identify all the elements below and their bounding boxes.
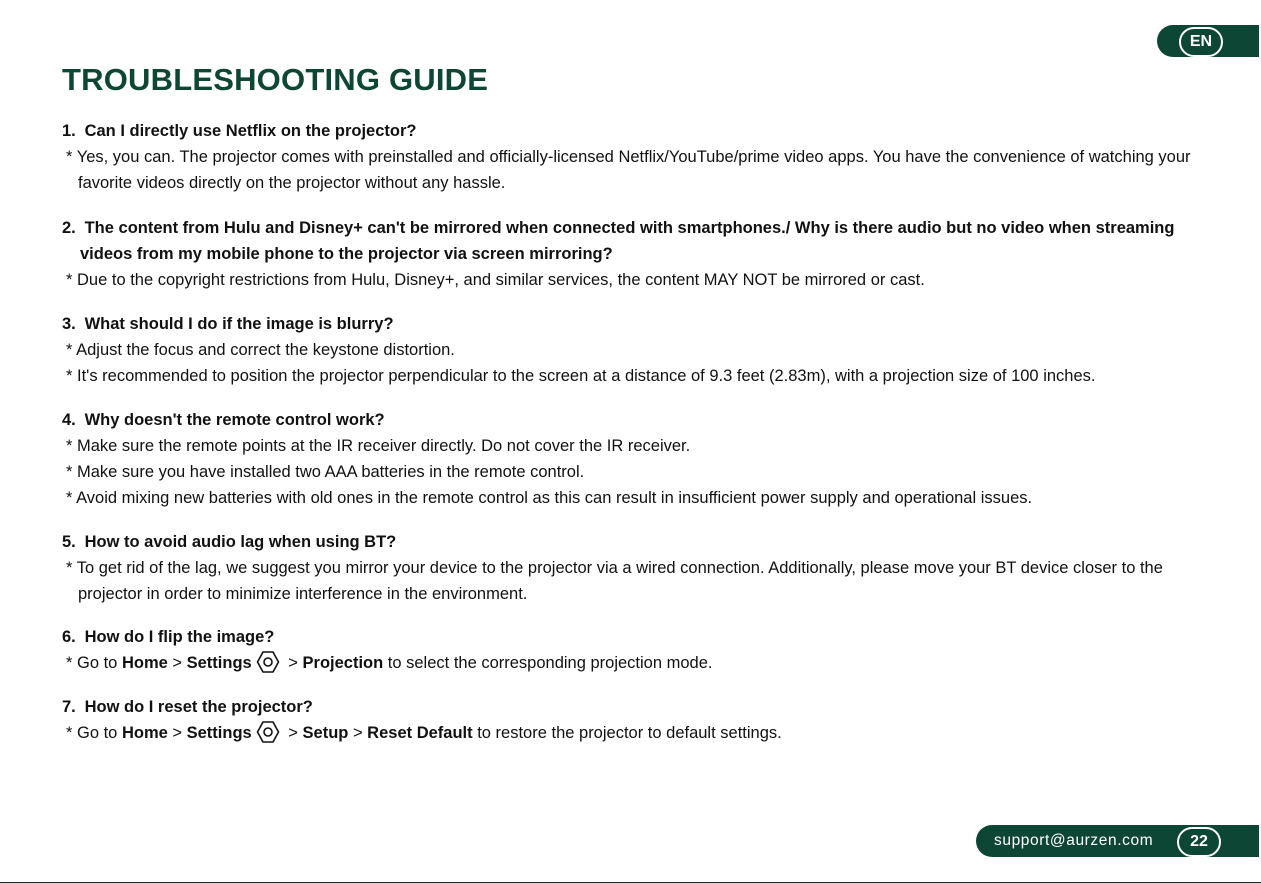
faq-answer: * Make sure you have installed two AAA batteries in the remote control. <box>66 463 585 481</box>
faq-number: 5. <box>62 533 76 551</box>
answer-suffix: to restore the projector to default settings. <box>472 724 782 742</box>
faq-question-text: Why doesn't the remote control work? <box>84 411 385 429</box>
faq-question-text: How to avoid audio lag when using BT? <box>84 533 397 551</box>
language-tab <box>1157 25 1259 57</box>
path-separator: > <box>167 654 187 672</box>
faq-question-text: How do I reset the projector? <box>84 698 313 716</box>
faq-question <box>62 529 1222 555</box>
faq-question <box>62 407 1222 433</box>
faq-question-text: How do I flip the image? <box>84 628 275 646</box>
answer-suffix: to select the corresponding projection mode. <box>383 654 713 672</box>
faq-question <box>62 215 1222 267</box>
language-badge: EN <box>1179 27 1223 57</box>
faq-answer <box>62 720 1222 746</box>
faq-question-text: Can I directly use Netflix on the projector? <box>84 122 417 140</box>
faq-number: 1. <box>62 122 76 140</box>
menu-setup: Setup <box>302 724 349 742</box>
menu-home: Home <box>121 724 168 742</box>
faq-answer: * Avoid mixing new batteries with old ones in the remote control as this can result in insufficient power supply and operational issues. <box>66 489 1033 507</box>
menu-home: Home <box>121 654 168 672</box>
menu-reset-default: Reset Default <box>367 724 473 742</box>
faq-answer <box>62 650 1222 676</box>
menu-projection: Projection <box>302 654 384 672</box>
faq-item-6 <box>62 624 1222 676</box>
faq-question-text: The content from Hulu and Disney+ can't be mirrored when connected with smartphones./ Why is there audio but no video when streaming videos from my mobile phone to the projector via screen mirroring? <box>80 219 1175 263</box>
faq-answer: * To get rid of the lag, we suggest you mirror your device to the projector via a wired connection. Additionally, please move your BT device closer to the projector in order to minimize interference in the environment. <box>66 559 1163 603</box>
gear-icon <box>256 720 280 744</box>
faq-item-5 <box>62 529 1222 607</box>
faq-number: 3. <box>62 315 76 333</box>
page-number: 22 <box>1177 827 1221 857</box>
faq-question <box>62 694 1222 720</box>
faq-question-text: What should I do if the image is blurry? <box>84 315 394 333</box>
faq-answer: * Yes, you can. The projector comes with preinstalled and officially-licensed Netflix/YouTube/prime video apps. You have the convenience of watching your favorite videos directly on the projector without any hassle. <box>66 148 1191 192</box>
path-separator: > <box>283 724 303 742</box>
faq-item-2 <box>62 215 1222 293</box>
support-email[interactable]: support@aurzen.com <box>994 832 1154 849</box>
faq-number: 7. <box>62 698 76 716</box>
faq-item-1 <box>62 118 1222 196</box>
path-separator: > <box>348 724 368 742</box>
faq-answer: * Due to the copyright restrictions from Hulu, Disney+, and similar services, the content MAY NOT be mirrored or cast. <box>66 271 925 289</box>
gear-icon <box>256 650 280 674</box>
faq-number: 6. <box>62 628 76 646</box>
faq-item-4 <box>62 407 1222 511</box>
menu-settings: Settings <box>186 724 252 742</box>
page-title: TROUBLESHOOTING GUIDE <box>62 62 489 97</box>
faq-answer: * Adjust the focus and correct the keystone distortion. <box>66 341 455 359</box>
faq-question <box>62 624 1222 650</box>
menu-settings: Settings <box>186 654 252 672</box>
path-separator: > <box>283 654 303 672</box>
faq-number: 2. <box>62 219 76 237</box>
faq-answer: * It's recommended to position the projector perpendicular to the screen at a distance of 9.3 feet (2.83m), with a projection size of 100 inches. <box>66 367 1096 385</box>
answer-prefix: * Go to <box>66 724 122 742</box>
faq-item-3 <box>62 311 1222 389</box>
answer-prefix: * Go to <box>66 654 122 672</box>
faq-item-7 <box>62 694 1222 746</box>
path-separator: > <box>167 724 187 742</box>
faq-number: 4. <box>62 411 76 429</box>
faq-question <box>62 311 1222 337</box>
footer-tab <box>976 825 1259 857</box>
faq-question <box>62 118 1222 144</box>
faq-answer: * Make sure the remote points at the IR receiver directly. Do not cover the IR receiver. <box>66 437 691 455</box>
